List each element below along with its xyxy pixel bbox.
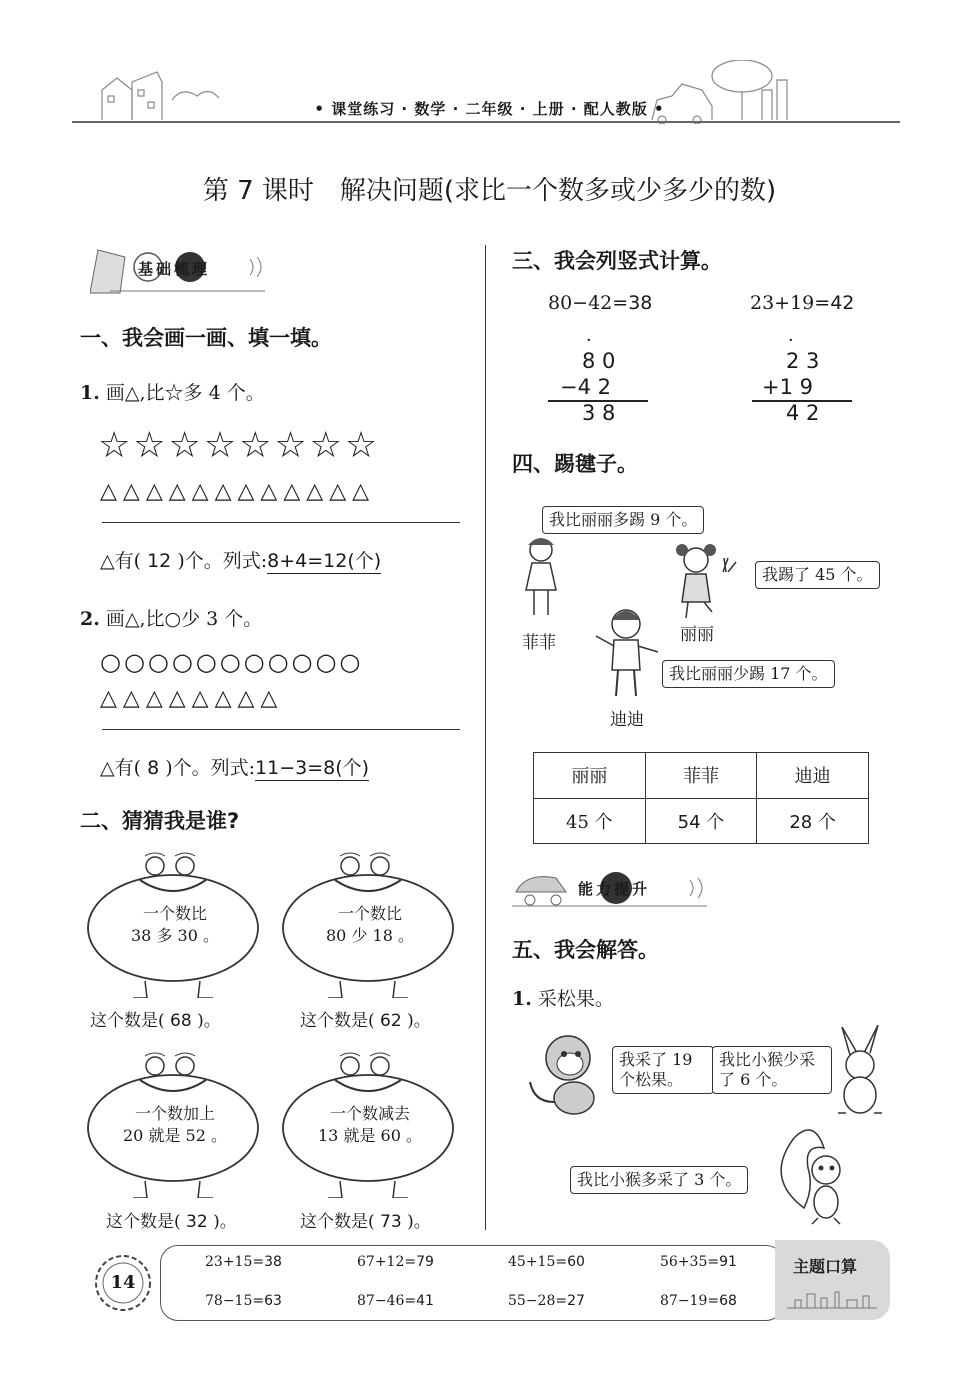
q1-equation: 8+4=12(个) <box>267 550 382 572</box>
series-title: • 课堂练习 · 数学 · 二年级 · 上册 · 配人教版 • <box>314 100 665 118</box>
calc2-expression <box>750 292 854 314</box>
kick-table-value-row <box>534 798 869 844</box>
mental-item <box>660 1293 737 1309</box>
sec2-heading: 二、猜猜我是谁? <box>80 809 240 833</box>
face-1-answer-line <box>90 1006 221 1031</box>
face-1-text <box>110 903 240 946</box>
face-4-end: )。 <box>407 1212 431 1232</box>
face-3-end: )。 <box>213 1212 237 1232</box>
bubble-squirrel: 我比小猴多采了 3 个。 <box>570 1166 748 1194</box>
calc1-expr: 80−42= <box>548 292 629 314</box>
face-3-line1: 一个数加上 <box>134 1104 215 1123</box>
monkey-figure <box>526 1030 608 1118</box>
q2-answer: 8 <box>147 757 160 779</box>
mental-ans: 68 <box>719 1293 737 1309</box>
face-1-end: )。 <box>197 1011 221 1031</box>
q1-stars: ☆☆☆☆☆☆☆☆ <box>98 425 381 466</box>
face-2-line2: 80 少 18 。 <box>326 925 414 945</box>
mental-item <box>357 1254 434 1270</box>
kick-table-value: 45 个 <box>534 798 646 844</box>
q1-text: 画△,比☆多 4 个。 <box>105 382 265 404</box>
boy-didi-figure <box>592 606 662 701</box>
mental-expr: 67+12= <box>357 1254 417 1270</box>
mental-ans: 41 <box>416 1293 434 1309</box>
calc2-result: 42 <box>830 292 855 314</box>
mental-expr: 45+15= <box>508 1254 568 1270</box>
header-rule <box>72 121 900 123</box>
mental-expr: 87−46= <box>357 1293 417 1309</box>
calc1-result: 38 <box>628 292 653 314</box>
girl-lili-figure <box>668 542 738 622</box>
q1-triangles: △△△△△△△△△△△△ <box>100 479 376 504</box>
mental-math-title: 主题口算 <box>793 1257 858 1276</box>
face-2-answer: 62 <box>380 1011 402 1031</box>
mental-ans: 60 <box>567 1254 585 1270</box>
squirrel-figure <box>776 1118 856 1228</box>
q2-answer-prefix: △有( <box>100 757 142 779</box>
bubble-rabbit: 我比小猴少采了 6 个。 <box>712 1046 832 1094</box>
kick-table-header: 丽丽 <box>534 753 646 799</box>
q1-answer: 12 <box>147 550 172 572</box>
face-2-end: )。 <box>407 1011 431 1031</box>
mental-item <box>205 1254 282 1270</box>
calc2-bottom: 4 2 <box>786 401 820 425</box>
q2-circles: ○○○○○○○○○○○ <box>100 648 364 676</box>
girl-feifei-figure <box>518 535 564 620</box>
mental-ans: 38 <box>264 1254 282 1270</box>
kick-table-header-row <box>534 753 869 799</box>
sec5-q1-line <box>512 984 614 1011</box>
bubble-lili: 我踢了 45 个。 <box>755 561 880 589</box>
kick-table-value: 28 个 <box>757 798 869 844</box>
mental-expr: 56+35= <box>660 1254 720 1270</box>
face-3-answer: 32 <box>186 1212 208 1232</box>
q2-number: 2. <box>80 608 100 630</box>
face-2-label: 这个数是( <box>300 1011 375 1031</box>
sec5-heading: 五、我会解答。 <box>512 938 659 962</box>
mental-ans: 63 <box>264 1293 282 1309</box>
q2-text: 画△,比○少 3 个。 <box>105 608 263 630</box>
mental-item <box>508 1254 585 1270</box>
mental-expr: 78−15= <box>205 1293 265 1309</box>
mental-ans: 79 <box>416 1254 434 1270</box>
mental-item <box>508 1293 585 1309</box>
calc1-bottom: 3 8 <box>582 401 616 425</box>
sec1-heading: 一、我会画一画、填一填。 <box>80 326 332 350</box>
q1-line <box>80 378 265 405</box>
page-title: 第 7 课时 解决问题(求比一个数多或少多少的数) <box>202 176 777 206</box>
q2-triangles: △△△△△△△△ <box>100 686 284 711</box>
sec3-heading: 三、我会列竖式计算。 <box>512 249 722 273</box>
calc2-top: 2 3 <box>786 349 820 373</box>
column-divider <box>485 245 486 1230</box>
face-4-line1: 一个数减去 <box>329 1104 410 1123</box>
q1-answer-suffix: )个。列式: <box>177 550 268 572</box>
q2-line <box>80 604 262 631</box>
q2-equation: 11−3=8(个) <box>255 757 370 779</box>
q2-drawing-line <box>102 729 460 730</box>
face-3-text <box>110 1103 240 1146</box>
face-1-answer: 68 <box>170 1011 192 1031</box>
rabbit-figure <box>828 1025 892 1117</box>
face-4-label: 这个数是( <box>300 1212 375 1232</box>
calc2-expr: 23+19= <box>750 292 831 314</box>
name-lili: 丽丽 <box>680 625 714 645</box>
face-3-line2: 20 就是 52 。 <box>123 1125 227 1145</box>
banner-basic: 基础梳理 <box>138 260 211 278</box>
city-skyline-icon <box>787 1288 877 1310</box>
face-4-text <box>305 1103 435 1146</box>
bubble-monkey: 我采了 19 个松果。 <box>612 1046 714 1094</box>
q1-answer-line <box>100 546 381 573</box>
sec4-heading: 四、踢毽子。 <box>512 452 638 476</box>
face-4-answer: 73 <box>380 1212 402 1232</box>
calc2-carry-dot: · <box>788 330 794 351</box>
mental-ans: 91 <box>719 1254 737 1270</box>
mental-item <box>205 1293 282 1309</box>
mental-ans: 27 <box>567 1293 585 1309</box>
calc1-expression <box>548 292 652 314</box>
face-2-line1: 一个数比 <box>337 904 402 923</box>
calc1-op: −4 2 <box>560 375 611 399</box>
banner-advanced: 能力提升 <box>578 880 651 898</box>
bubble-didi: 我比丽丽少踢 17 个。 <box>662 660 835 688</box>
q1-drawing-line <box>102 522 460 523</box>
sec5-q1-text: 采松果。 <box>537 988 614 1010</box>
face-1-line1: 一个数比 <box>142 904 207 923</box>
q1-number: 1. <box>80 382 100 404</box>
mental-item <box>660 1254 737 1270</box>
kick-table <box>533 752 869 844</box>
kick-table-value: 54 个 <box>645 798 757 844</box>
mental-expr: 23+15= <box>205 1254 265 1270</box>
name-didi: 迪迪 <box>610 710 644 730</box>
q1-answer-prefix: △有( <box>100 550 142 572</box>
bubble-feifei: 我比丽丽多踢 9 个。 <box>542 506 704 534</box>
sec5-q1-number: 1. <box>512 988 532 1010</box>
mental-expr: 87−19= <box>660 1293 720 1309</box>
face-2-answer-line <box>300 1006 431 1031</box>
mental-item <box>357 1293 434 1309</box>
face-2-text <box>305 903 435 946</box>
face-3-answer-line <box>106 1207 237 1232</box>
face-4-line2: 13 就是 60 。 <box>318 1125 422 1145</box>
kick-table-header: 迪迪 <box>757 753 869 799</box>
calc1-top: 8 0 <box>582 349 616 373</box>
face-1-label: 这个数是( <box>90 1011 165 1031</box>
name-feifei: 菲菲 <box>522 633 556 653</box>
kick-table-header: 菲菲 <box>645 753 757 799</box>
face-3-label: 这个数是( <box>106 1212 181 1232</box>
calc2-op: +1 9 <box>762 375 813 399</box>
mental-expr: 55−28= <box>508 1293 568 1309</box>
q2-answer-suffix: )个。列式: <box>165 757 256 779</box>
q2-answer-line <box>100 753 369 780</box>
page-number: 14 <box>110 1272 136 1293</box>
calc1-borrow-dot: · <box>586 330 592 351</box>
face-4-answer-line <box>300 1207 431 1232</box>
face-1-line2: 38 多 30 。 <box>131 925 219 945</box>
mental-math-tag <box>775 1240 890 1320</box>
